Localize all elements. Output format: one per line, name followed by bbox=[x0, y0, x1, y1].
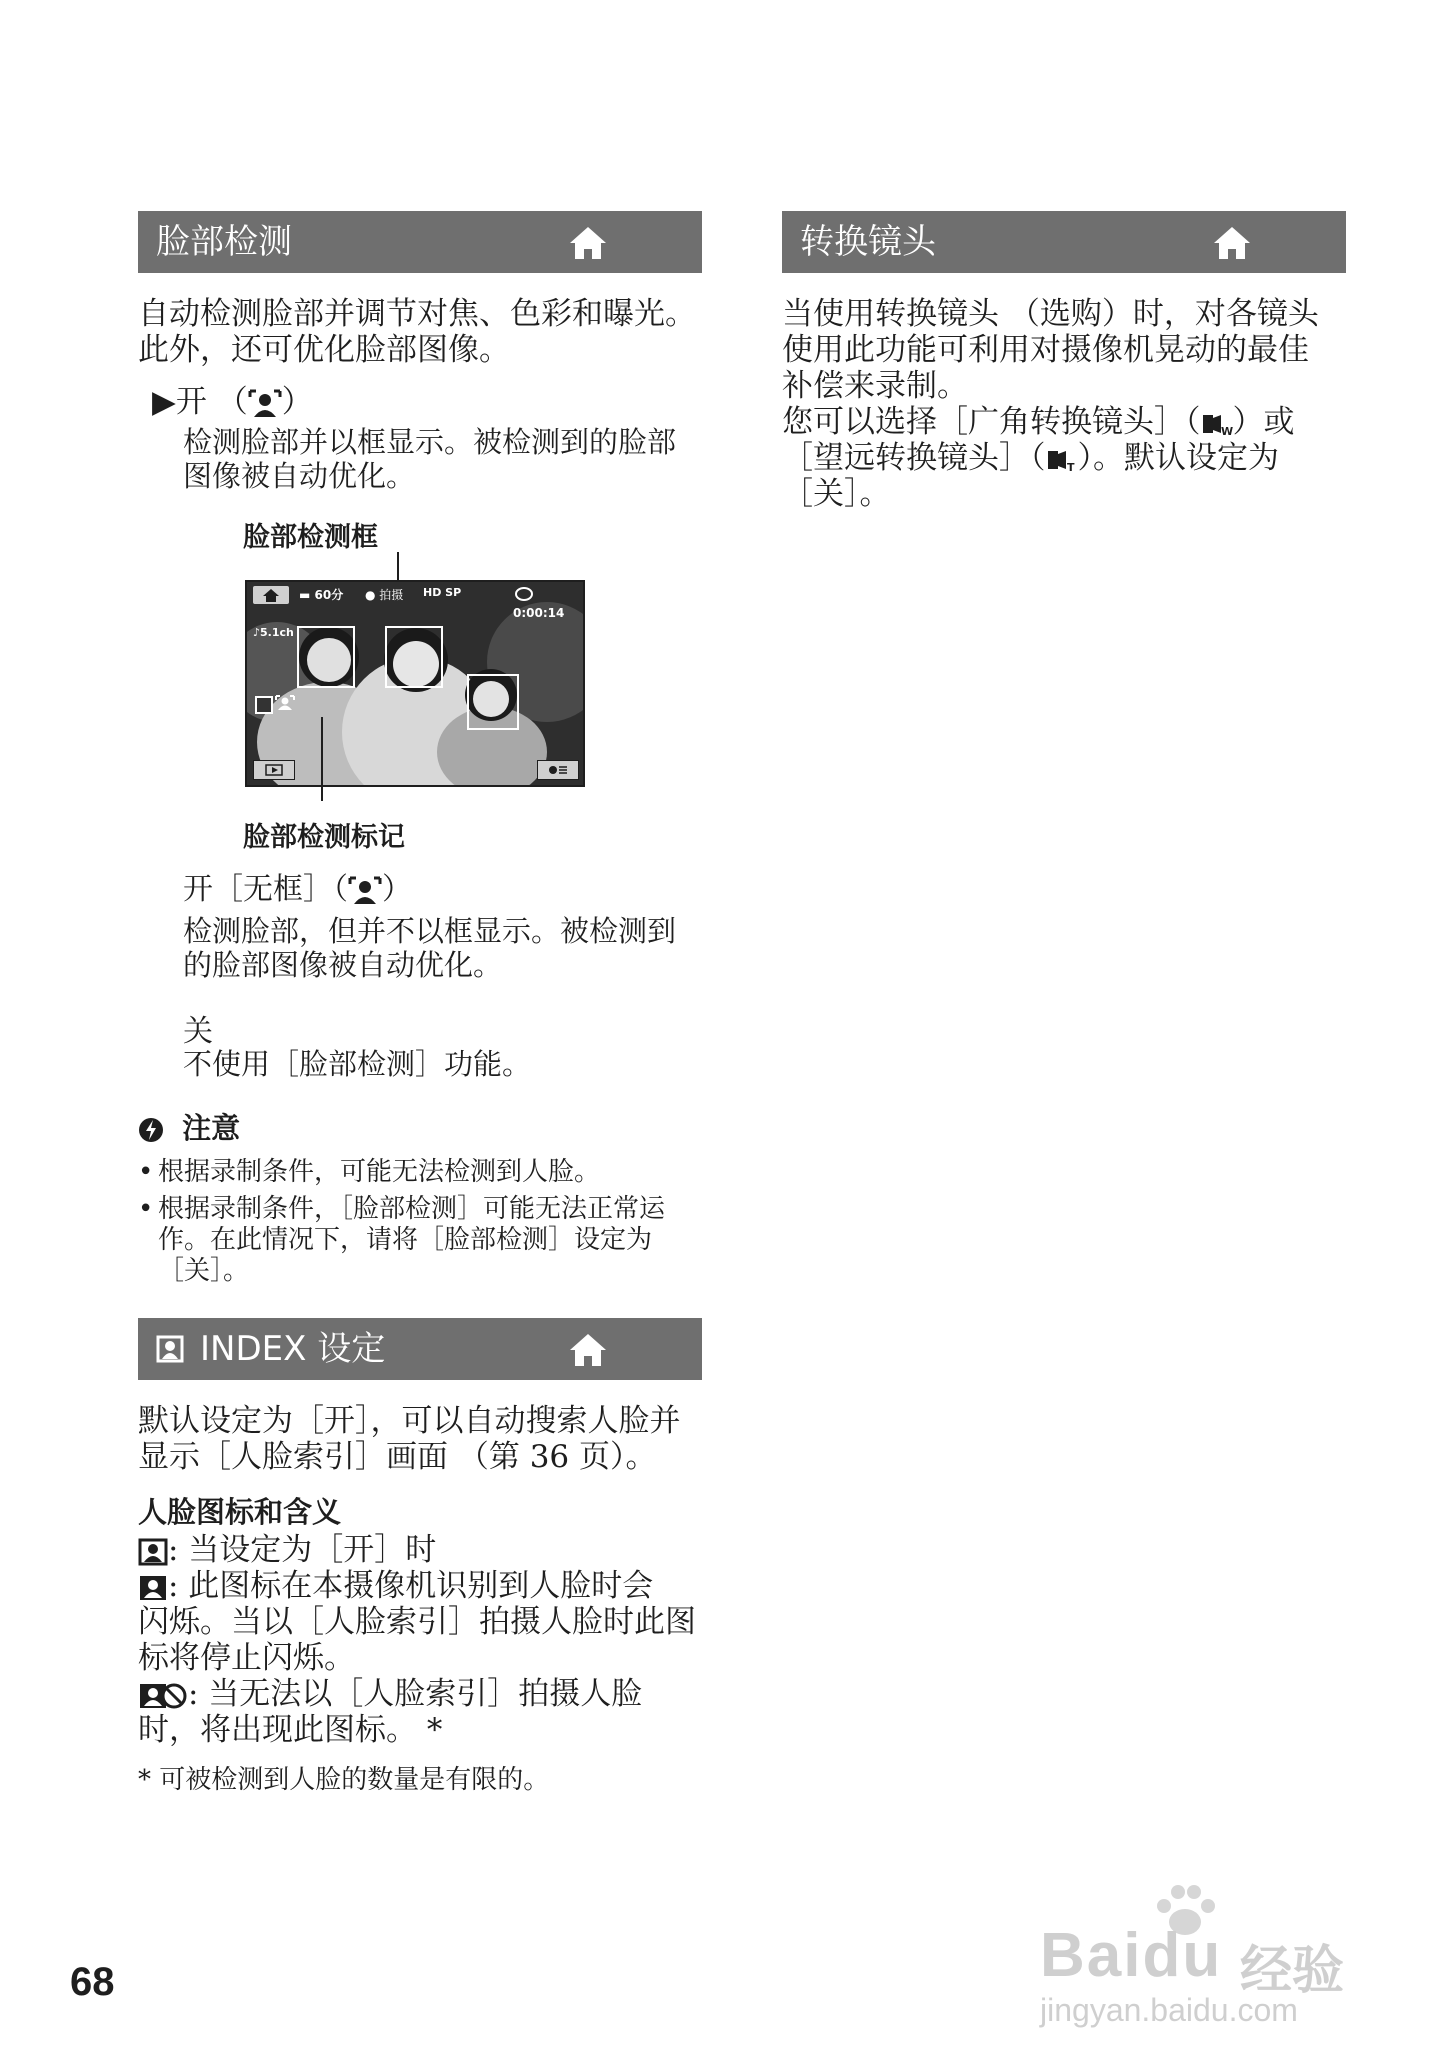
home-button[interactable] bbox=[253, 586, 289, 604]
option-button[interactable] bbox=[537, 760, 579, 780]
face-index-icon bbox=[156, 1335, 184, 1363]
face-icon-list bbox=[138, 1532, 708, 1748]
note-item: • 根据录制条件，可能无法检测到人脸。 bbox=[138, 1157, 601, 1187]
mode-indicator: ● 拍摄 bbox=[365, 588, 404, 602]
wide-lens-icon bbox=[1201, 411, 1233, 437]
option-on-noframe-label: 开［无框］（ ） bbox=[183, 872, 412, 907]
face-detection-header bbox=[138, 211, 702, 273]
face-detect-noframe-icon bbox=[348, 876, 382, 906]
option-on-desc: 检测脸部并以框显示。被检测到的脸部 图像被自动优化。 bbox=[183, 425, 677, 493]
time-counter: 0:00:14 bbox=[513, 606, 565, 620]
face-index-icon bbox=[255, 696, 273, 714]
face-index-blink-icon bbox=[138, 1574, 168, 1602]
caution-icon bbox=[138, 1117, 164, 1143]
face-frame bbox=[297, 626, 355, 688]
option-on-label: ▶开 （ ） bbox=[152, 384, 313, 420]
option-off-desc: 不使用［脸部检测］功能。 bbox=[183, 1047, 532, 1081]
battery-indicator: ▬ 60分 bbox=[299, 588, 344, 602]
footnote: * 可被检测到人脸的数量是有限的。 bbox=[138, 1765, 550, 1795]
face-icon-item: : 此图标在本摄像机识别到人脸时会 闪烁。当以［人脸索引］拍摄人脸时此图 标将停止闪烁。 bbox=[138, 1568, 696, 1676]
home-icon[interactable] bbox=[1212, 225, 1252, 261]
face-icon-item: : 当无法以［人脸索引］拍摄人脸 时，将出现此图标。 * bbox=[138, 1676, 643, 1748]
camera-screen bbox=[245, 580, 585, 787]
conversion-lens-body: 当使用转换镜头 （选购）时，对各镜头 使用此功能可利用对摄像机晃动的最佳 补偿来录制。 您可以选择［广角转换镜头］（ W ）或 ［望远转换镜头］（ T ）。默认设定为 ［关］。 bbox=[782, 296, 1319, 512]
note-item: • 根据录制条件，［脸部检测］可能无法正常运 作。在此情况下，请将［脸部检测］设定为 ［关］。 bbox=[138, 1194, 666, 1286]
face-mark-label: 脸部检测标记 bbox=[243, 822, 405, 853]
home-icon bbox=[253, 586, 289, 604]
quality-indicator: HD SP bbox=[423, 586, 462, 599]
svg-text:T: T bbox=[1066, 460, 1075, 473]
face-icon-item: : 当设定为［开］时 bbox=[138, 1532, 708, 1568]
face-index-on-icon bbox=[138, 1538, 168, 1566]
option-on-noframe-desc: 检测脸部，但并不以框显示。被检测到 的脸部图像被自动优化。 bbox=[183, 914, 677, 982]
note-heading: 注意 bbox=[138, 1110, 240, 1146]
callout-line bbox=[321, 717, 323, 801]
intro-line: 自动检测脸部并调节对焦、色彩和曝光。 bbox=[138, 296, 696, 332]
face-index-unavailable-icon bbox=[138, 1682, 188, 1710]
intro-line: 此外，还可优化脸部图像。 bbox=[138, 332, 510, 368]
conversion-lens-title: 转换镜头 bbox=[800, 222, 936, 262]
page-number: 68 bbox=[70, 1960, 115, 2004]
index-setting-title: INDEX 设定 bbox=[200, 1329, 386, 1369]
option-icon bbox=[538, 761, 578, 779]
tele-lens-icon bbox=[1046, 447, 1078, 473]
face-detect-icon bbox=[275, 695, 295, 711]
index-setting-header bbox=[138, 1318, 702, 1380]
face-detect-icon bbox=[248, 389, 282, 419]
svg-text:W: W bbox=[1220, 424, 1233, 437]
home-icon[interactable] bbox=[568, 1332, 608, 1368]
face-detection-title: 脸部检测 bbox=[156, 222, 292, 262]
baidu-watermark bbox=[1040, 1880, 1420, 2030]
note-list bbox=[138, 1157, 708, 1287]
audio-indicator: ♪5.1ch bbox=[253, 626, 294, 639]
conversion-lens-header bbox=[782, 211, 1346, 273]
play-icon bbox=[254, 761, 294, 779]
watermark-cn: 经验 bbox=[1240, 1941, 1345, 2001]
home-icon[interactable] bbox=[568, 225, 608, 261]
face-frame bbox=[385, 626, 443, 688]
index-setting-intro: 默认设定为［开］，可以自动搜索人脸并 显示［人脸索引］画面 （第 36 页）。 bbox=[138, 1403, 681, 1475]
watermark-brand: Baidu bbox=[1040, 1921, 1223, 1990]
face-frame-label: 脸部检测框 bbox=[243, 522, 378, 553]
face-frame bbox=[467, 674, 519, 730]
watermark-url: jingyan.baidu.com bbox=[1040, 1992, 1298, 2028]
disc-icon bbox=[515, 587, 533, 601]
face-icons-subtitle: 人脸图标和含义 bbox=[138, 1495, 342, 1529]
option-off-label: 关 bbox=[183, 1014, 213, 1049]
face-detection-intro bbox=[138, 296, 696, 368]
playback-button[interactable] bbox=[253, 760, 295, 780]
